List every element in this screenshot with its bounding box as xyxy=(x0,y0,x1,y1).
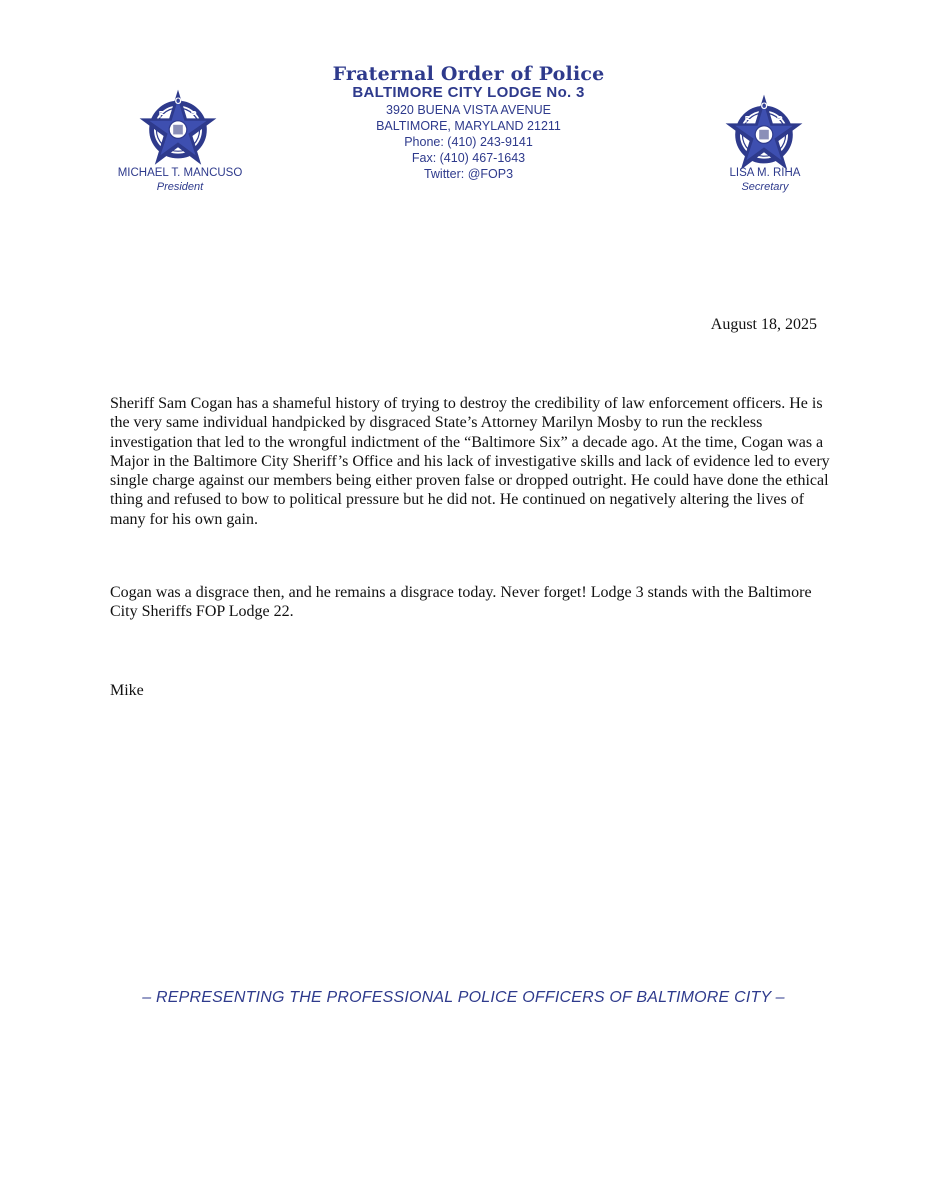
seal-letter-p: P xyxy=(190,109,197,120)
seal-letter-p: P xyxy=(776,114,783,125)
phone: Phone: (410) 243-9141 xyxy=(404,135,533,149)
fop-seal-right-icon xyxy=(724,93,804,173)
officer-president xyxy=(100,166,260,194)
officer-secretary xyxy=(690,166,840,194)
address-line-2: BALTIMORE, MARYLAND 21211 xyxy=(376,119,561,133)
president-name: MICHAEL T. MANCUSO xyxy=(117,167,243,179)
address-line-1: 3920 BUENA VISTA AVENUE xyxy=(386,103,551,117)
seal-letter-f: F xyxy=(158,109,165,120)
secretary-name: LISA M. RIHA xyxy=(729,167,801,179)
letter-date: August 18, 2025 xyxy=(710,316,817,333)
seal-letter-o: O xyxy=(174,96,182,106)
seal-letter-o: O xyxy=(760,101,768,111)
seal-letter-f: F xyxy=(744,114,751,125)
lodge-name: BALTIMORE CITY LODGE No. 3 xyxy=(352,84,585,101)
twitter: Twitter: @FOP3 xyxy=(423,167,514,181)
signature: Mike xyxy=(110,682,144,699)
fax: Fax: (410) 467-1643 xyxy=(411,151,526,165)
org-name: Fraternal Order of Police xyxy=(332,63,605,85)
fop-seal-left-icon xyxy=(138,88,218,168)
paragraph-2: Cogan was a disgrace then, and he remains a disgrace today. Never forget! Lodge 3 stands with the Baltimore City Sheriffs FOP Lodge 22. xyxy=(110,584,812,621)
footer-tagline: – REPRESENTING THE PROFESSIONAL POLICE OFFICERS OF BALTIMORE CITY – xyxy=(142,989,785,1006)
secretary-title: Secretary xyxy=(741,181,789,193)
president-title: President xyxy=(156,181,204,193)
letterhead xyxy=(300,62,637,182)
paragraph-1: Sheriff Sam Cogan has a shameful history of trying to destroy the credibility of law enforcement officers. He is the very same individual handpicked by disgraced State’s Attorney Marilyn Mosby to run the reckless investigation that led to the wrongful indictment of the “Baltimore Six” a decade ago. At the time, Cogan was a Major in the Baltimore City Sheriff’s Office and his lack of investigative skills and lack of evidence led to every single charge against our members being either proven false or dropped outright. He could have done the ethical thing and refused to bow to political pressure but he did not. He continued on negatively altering the lives of many for his own gain. xyxy=(110,395,830,528)
